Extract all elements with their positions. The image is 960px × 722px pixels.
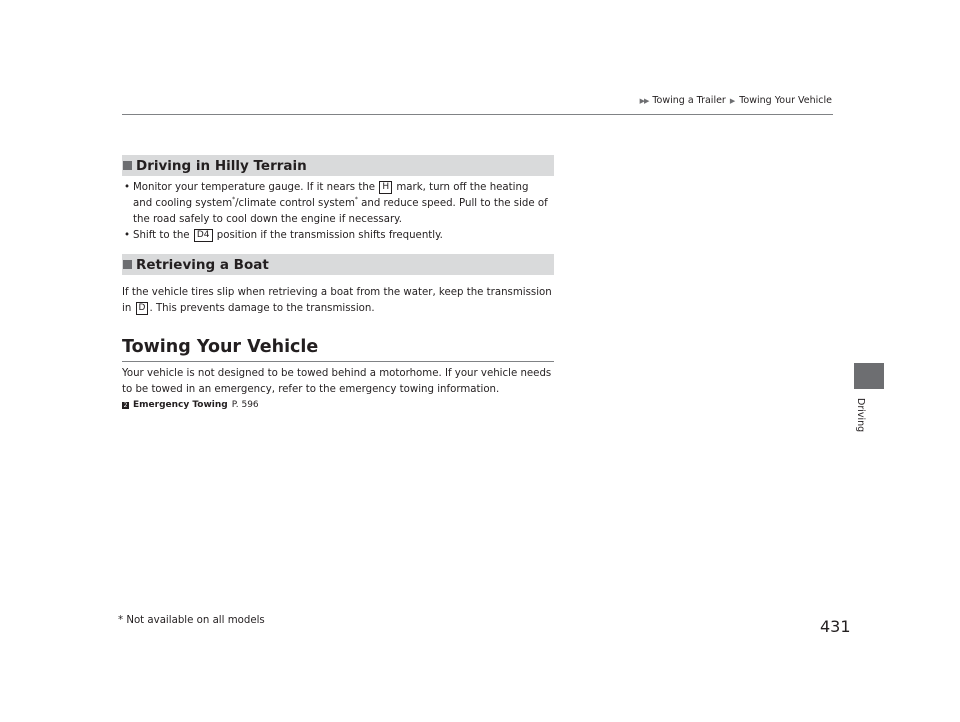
gear-d4-key: D4	[194, 229, 213, 242]
text: Shift to the	[133, 230, 190, 241]
hilly-terrain-list	[122, 180, 554, 244]
double-arrow-icon: ▶▶	[639, 96, 649, 105]
text: and cooling system	[133, 198, 233, 209]
chapter-label: Driving	[855, 398, 866, 433]
text: . This prevents damage to the transmission.	[149, 303, 375, 314]
text: in	[122, 303, 132, 314]
section-header-hilly-terrain	[122, 155, 554, 176]
page-heading: Towing Your Vehicle	[122, 337, 319, 357]
text: If the vehicle tires slip when retrieving a boat from the water, keep the transmission	[122, 287, 552, 298]
breadcrumb	[640, 95, 832, 106]
main-content	[122, 155, 554, 410]
gear-d-key: D	[136, 302, 149, 315]
section-title: Driving in Hilly Terrain	[136, 157, 307, 174]
cross-reference-link[interactable]	[122, 400, 554, 410]
text: to be towed in an emergency, refer to the emergency towing information.	[122, 384, 500, 395]
footnote-marker: *	[354, 196, 358, 203]
arrow-icon: ▶	[729, 96, 736, 105]
header-rule	[122, 114, 833, 115]
reference-arrow-icon: 2	[123, 401, 128, 409]
section-title: Retrieving a Boat	[136, 256, 269, 273]
page-number: 431	[820, 617, 851, 636]
retrieving-boat-paragraph	[122, 285, 554, 317]
xref-page[interactable]: P. 596	[231, 400, 259, 410]
towing-vehicle-section	[122, 337, 554, 410]
footnote: * Not available on all models	[118, 615, 265, 626]
text: the road safely to cool down the engine if necessary.	[133, 214, 402, 225]
text: Monitor your temperature gauge. If it nears the	[133, 182, 376, 193]
text: Your vehicle is not designed to be towed behind a motorhome. If your vehicle needs	[122, 368, 552, 379]
breadcrumb-item-towing-vehicle[interactable]: Towing Your Vehicle	[739, 95, 832, 106]
chapter-tab	[854, 363, 884, 389]
square-bullet-icon	[123, 161, 132, 170]
text: and reduce speed. Pull to the side of	[357, 198, 548, 209]
text: /climate control system	[235, 198, 355, 209]
heading-rule	[122, 361, 554, 362]
list-item	[122, 228, 554, 244]
text: position if the transmission shifts frequently.	[216, 230, 443, 241]
section-header-retrieving-boat	[122, 254, 554, 275]
xref-label[interactable]: Emergency Towing	[133, 400, 228, 410]
breadcrumb-item-towing-trailer[interactable]: Towing a Trailer	[652, 95, 726, 106]
text: mark, turn off the heating	[396, 182, 529, 193]
towing-vehicle-paragraph	[122, 366, 554, 398]
gauge-h-mark: H	[379, 181, 392, 194]
list-item	[122, 180, 554, 228]
footnote-marker: *	[232, 196, 236, 203]
square-bullet-icon	[123, 260, 132, 269]
